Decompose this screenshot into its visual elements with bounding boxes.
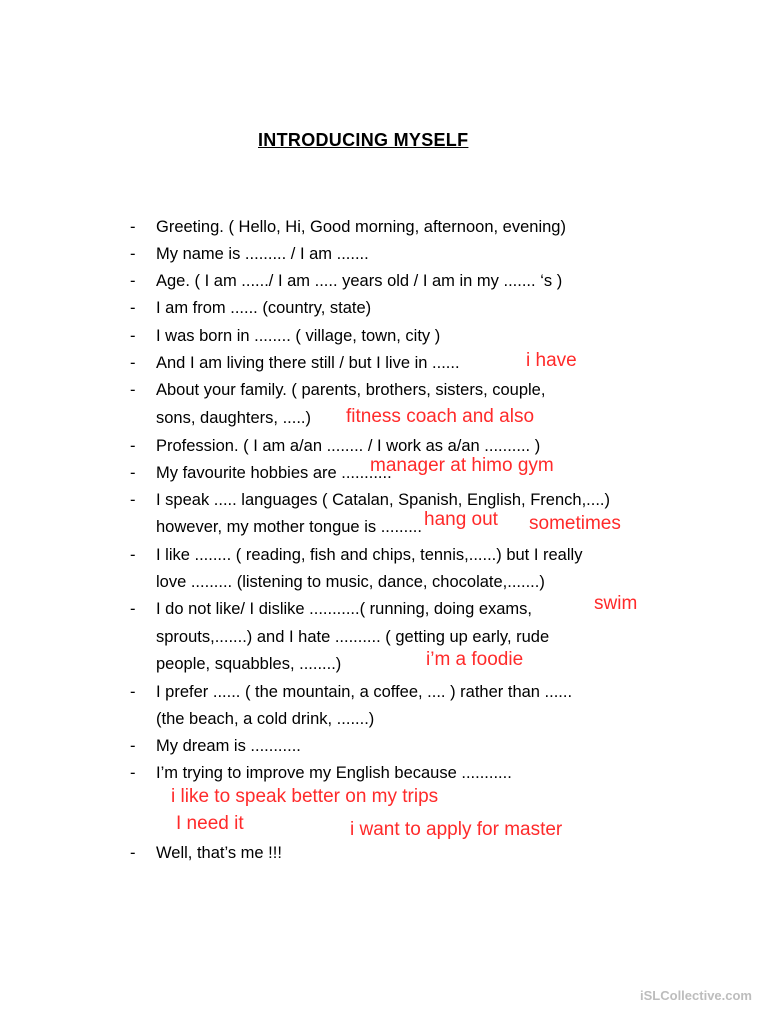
handwritten-manager: manager at himo gym <box>370 455 554 476</box>
handwritten-need-it: I need it <box>176 813 244 834</box>
list-item-languages: - I speak ..... languages ( Catalan, Spanish, English, French,....) <box>130 491 610 509</box>
list-item-greeting: - Greeting. ( Hello, Hi, Good morning, afternoon, evening) <box>130 218 566 236</box>
handwritten-sometimes: sometimes <box>529 513 621 534</box>
list-item-like: - I like ........ ( reading, fish and chips, tennis,......) but I really <box>130 546 583 564</box>
list-item-dream: - My dream is ........... <box>130 737 301 755</box>
handwritten-foodie: i’m a foodie <box>426 649 524 670</box>
list-item-dislike-cont2: people, squabbles, ........) <box>156 655 342 673</box>
list-item-family-cont: sons, daughters, .....) <box>156 409 311 427</box>
list-item-languages-cont: however, my mother tongue is ......... <box>156 518 422 536</box>
list-item-closing: - Well, that’s me !!! <box>130 844 282 862</box>
handwritten-i-have: i have <box>526 350 577 371</box>
list-item-family: - About your family. ( parents, brothers, sisters, couple, <box>130 381 546 399</box>
list-item-improve: - I’m trying to improve my English because ........... <box>130 764 512 782</box>
list-item-prefer: - I prefer ...... ( the mountain, a coffee, .... ) rather than ...... <box>130 683 573 701</box>
list-item-age: - Age. ( I am ....../ I am ..... years old / I am in my ....... ‘s ) <box>130 272 563 290</box>
list-item-dislike: - I do not like/ I dislike ...........( running, doing exams, <box>130 600 533 618</box>
list-item-name: - My name is ......... / I am ....... <box>130 245 369 263</box>
list-item-like-cont: love ......... (listening to music, dance, chocolate,.......) <box>156 573 545 591</box>
list-item-dislike-cont: sprouts,.......) and I hate .......... ( getting up early, rude <box>156 628 550 646</box>
handwritten-hang-out: hang out <box>424 509 498 530</box>
list-item-living: - And I am living there still / but I live in ...... <box>130 354 460 372</box>
handwritten-apply-master: i want to apply for master <box>350 819 563 840</box>
list-item-prefer-cont: (the beach, a cold drink, .......) <box>156 710 375 728</box>
list-item-profession: - Profession. ( I am a/an ........ / I work as a/an .......... ) <box>130 437 541 455</box>
list-item-from: - I am from ...... (country, state) <box>130 299 372 317</box>
footer-watermark: iSLCollective.com <box>640 988 752 1003</box>
worksheet-title: INTRODUCING MYSELF <box>258 130 469 150</box>
list-item-born: - I was born in ........ ( village, town, city ) <box>130 327 441 345</box>
handwritten-trips: i like to speak better on my trips <box>171 786 439 807</box>
list-item-hobbies: - My favourite hobbies are ........... <box>130 464 392 482</box>
handwritten-fitness-coach: fitness coach and also <box>346 406 535 427</box>
handwritten-swim: swim <box>594 593 638 614</box>
